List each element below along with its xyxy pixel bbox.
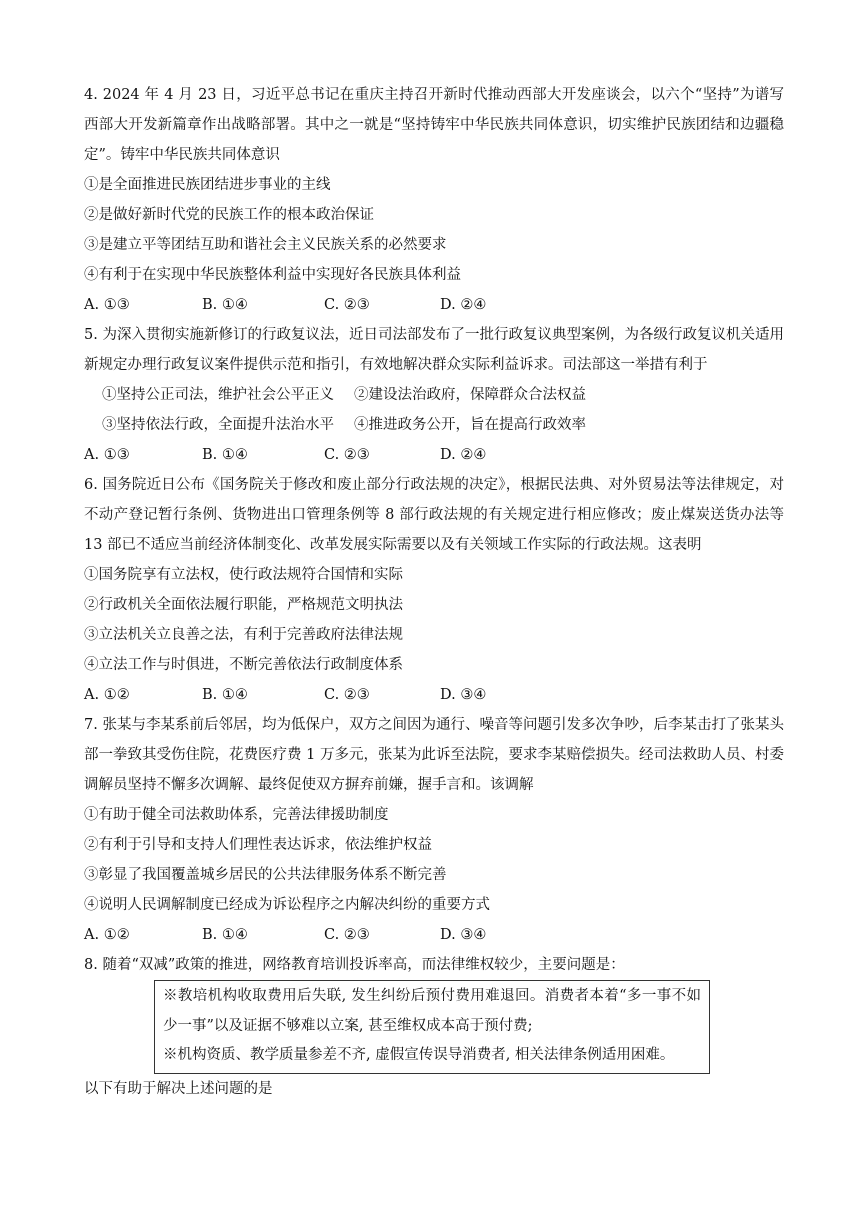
answer-options bbox=[84, 290, 784, 320]
option-a[interactable]: A. ①② bbox=[84, 927, 130, 943]
question-7 bbox=[84, 710, 784, 950]
statement-row bbox=[84, 410, 784, 440]
statement-item: ②建设法治政府，保障群众合法权益 bbox=[354, 387, 586, 403]
question-stem: 8. 随着“双减”政策的推进，网络教育培训投诉率高，而法律维权较少，主要问题是： bbox=[84, 957, 625, 973]
problem-item: ※机构资质、教学质量参差不齐, 虚假宣传误导消费者, 相关法律条例适用困难。 bbox=[163, 1047, 675, 1063]
statement-row bbox=[84, 380, 784, 410]
question-5 bbox=[84, 320, 784, 470]
statement-item: ①有助于健全司法救助体系，完善法律援助制度 bbox=[84, 807, 389, 823]
question-6 bbox=[84, 470, 784, 710]
option-d[interactable]: D. ②④ bbox=[440, 297, 487, 313]
statement-item: ③立法机关立良善之法，有利于完善政府法律法规 bbox=[84, 627, 403, 643]
option-c[interactable]: C. ②③ bbox=[324, 927, 370, 943]
problem-box bbox=[154, 980, 710, 1074]
option-a[interactable]: A. ①③ bbox=[84, 447, 130, 463]
option-d[interactable]: D. ③④ bbox=[440, 687, 487, 703]
question-stem: 6. 国务院近日公布《国务院关于修改和废止部分行政法规的决定》，根据民法典、对外贸易法等法律规定，对不动产登记暂行条例、货物进出口管理条例等 8 部行政法规的有关规定进行相应修改；废止煤炭送货办法等 13 部已不适应当前经济体制变化、改革发展实际需要以及有关领域工作实际的行政法规。这表明 bbox=[84, 477, 784, 553]
option-c[interactable]: C. ②③ bbox=[324, 687, 370, 703]
statement-item: ③彰显了我国覆盖城乡居民的公共法律服务体系不断完善 bbox=[84, 867, 447, 883]
option-c[interactable]: C. ②③ bbox=[324, 447, 370, 463]
option-c[interactable]: C. ②③ bbox=[324, 297, 370, 313]
statement-item: ①国务院享有立法权，使行政法规符合国情和实际 bbox=[84, 567, 403, 583]
statement-item: ①是全面推进民族团结进步事业的主线 bbox=[84, 177, 331, 193]
option-b[interactable]: B. ①④ bbox=[202, 927, 248, 943]
problem-item: ※教培机构收取费用后失联, 发生纠纷后预付费用难退回。消费者本着“多一事不如少一事”以及证据不够难以立案, 甚至维权成本高于预付费; bbox=[163, 988, 701, 1034]
statement-item: ②是做好新时代党的民族工作的根本政治保证 bbox=[84, 207, 374, 223]
option-b[interactable]: B. ①④ bbox=[202, 687, 248, 703]
option-d[interactable]: D. ③④ bbox=[440, 927, 487, 943]
follow-up-prompt: 以下有助于解决上述问题的是 bbox=[84, 1080, 273, 1097]
statement-item: ③是建立平等团结互助和谐社会主义民族关系的必然要求 bbox=[84, 237, 447, 253]
question-8 bbox=[84, 950, 784, 1104]
statement-item: ①坚持公正司法，维护社会公平正义 bbox=[102, 387, 334, 403]
option-d[interactable]: D. ②④ bbox=[440, 447, 487, 463]
question-stem: 4. 2024 年 4 月 23 日，习近平总书记在重庆主持召开新时代推动西部大开发座谈会，以六个“坚持”为谱写西部大开发新篇章作出战略部署。其中之一就是“坚持铸牢中华民族共同体意识，切实维护民族团结和边疆稳定”。铸牢中华民族共同体意识 bbox=[84, 87, 784, 163]
statement-item: ④说明人民调解制度已经成为诉讼程序之内解决纠纷的重要方式 bbox=[84, 897, 490, 913]
answer-options bbox=[84, 440, 784, 470]
statement-item: ③坚持依法行政，全面提升法治水平 bbox=[102, 417, 334, 433]
question-4 bbox=[84, 80, 784, 320]
statement-item: ④推进政务公开，旨在提高行政效率 bbox=[354, 417, 586, 433]
statement-item: ②有利于引导和支持人们理性表达诉求，依法维护权益 bbox=[84, 837, 432, 853]
statement-item: ④立法工作与时俱进，不断完善依法行政制度体系 bbox=[84, 657, 403, 673]
option-a[interactable]: A. ①② bbox=[84, 687, 130, 703]
answer-options bbox=[84, 920, 784, 950]
exam-page bbox=[84, 80, 784, 1104]
option-b[interactable]: B. ①④ bbox=[202, 297, 248, 313]
option-b[interactable]: B. ①④ bbox=[202, 447, 248, 463]
question-stem: 5. 为深入贯彻实施新修订的行政复议法，近日司法部发布了一批行政复议典型案例，为各级行政复议机关适用新规定办理行政复议案件提供示范和指引，有效地解决群众实际利益诉求。司法部这一举措有利于 bbox=[84, 327, 784, 373]
question-stem: 7. 张某与李某系前后邻居，均为低保户，双方之间因为通行、噪音等问题引发多次争吵，后李某击打了张某头部一拳致其受伤住院，花费医疗费 1 万多元，张某为此诉至法院，要求李某赔偿损失。经司法救助人员、村委调解员坚持不懈多次调解、最终促使双方摒弃前嫌，握手言和。该调解 bbox=[84, 717, 784, 793]
option-a[interactable]: A. ①③ bbox=[84, 297, 130, 313]
answer-options bbox=[84, 680, 784, 710]
statement-item: ④有利于在实现中华民族整体利益中实现好各民族具体利益 bbox=[84, 267, 461, 283]
statement-item: ②行政机关全面依法履行职能，严格规范文明执法 bbox=[84, 597, 403, 613]
